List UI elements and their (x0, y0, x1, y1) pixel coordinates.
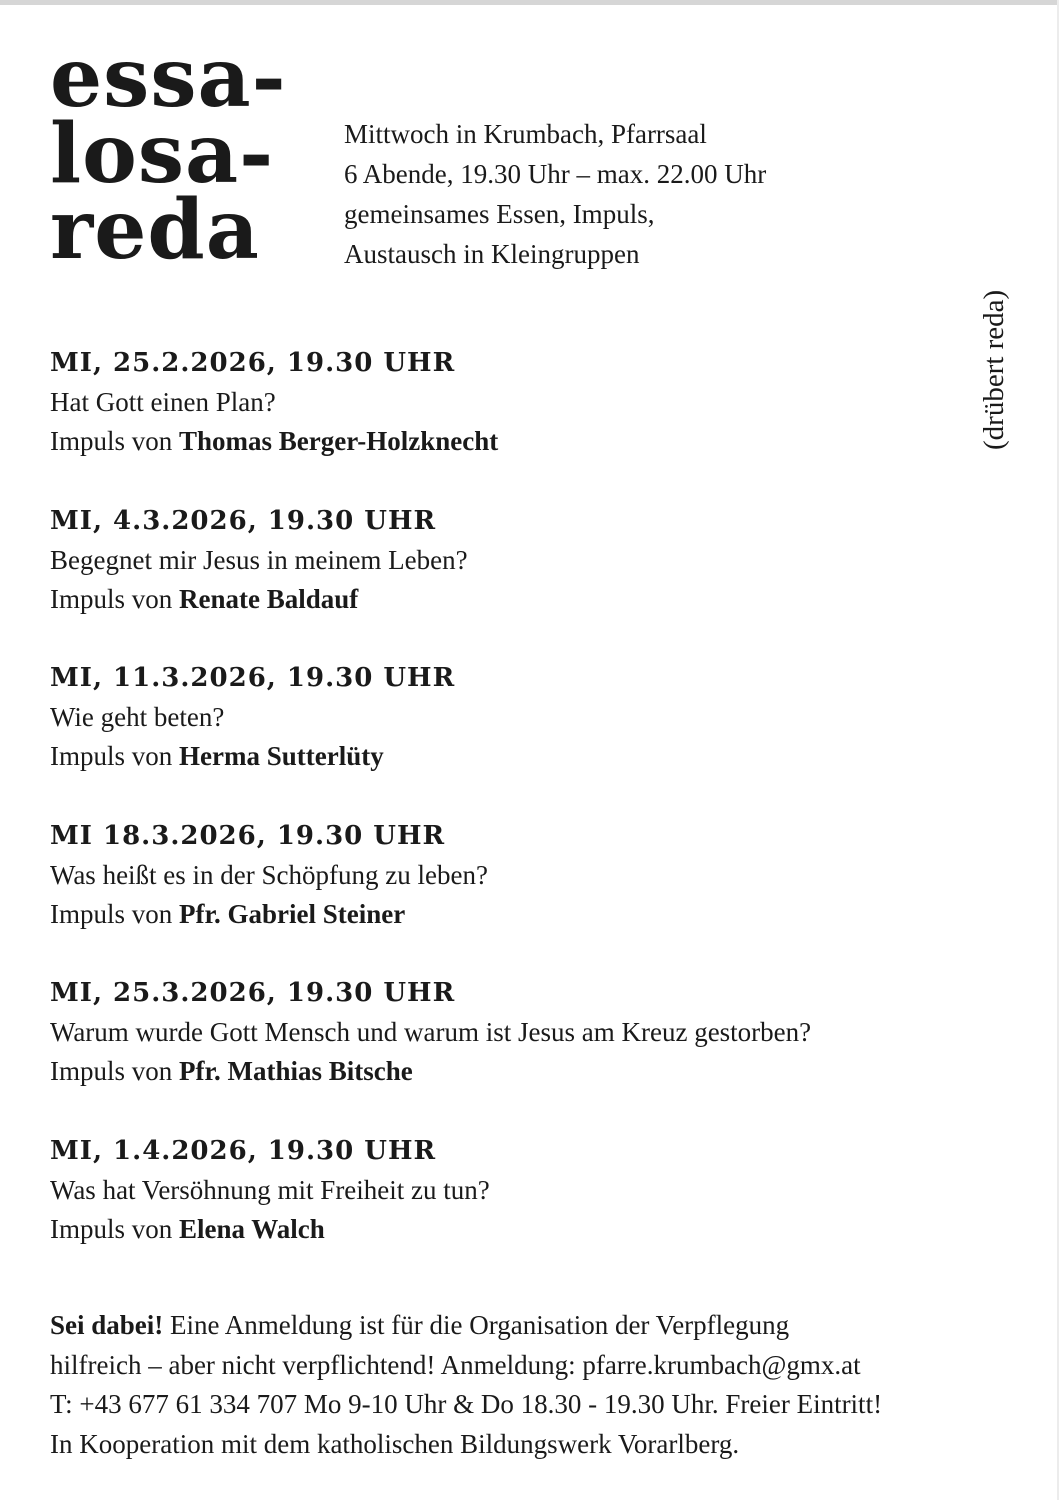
call-to-action: Sei dabei! (50, 1310, 164, 1340)
intro-line: gemeinsames Essen, Impuls, (344, 199, 655, 229)
intro-line: Mittwoch in Krumbach, Pfarrsaal (344, 119, 707, 149)
event-speaker-line (50, 895, 1000, 934)
event-question: Warum wurde Gott Mensch und warum ist Jesus am Kreuz gestorben? (50, 1017, 812, 1047)
event-item (50, 501, 1000, 659)
event-date: MI, 25.3.2026, 19.30 UHR (50, 978, 456, 1008)
logo-title (50, 30, 287, 278)
event-item (50, 1131, 1000, 1289)
footer-text (50, 1306, 1040, 1464)
footer-line: In Kooperation mit dem katholischen Bildungswerk Vorarlberg. (50, 1428, 740, 1459)
event-speaker-line (50, 737, 1000, 776)
event-date: MI, 11.3.2026, 19.30 UHR (50, 663, 456, 693)
event-date: MI, 4.3.2026, 19.30 UHR (50, 505, 437, 536)
event-question: Was hat Versöhnung mit Freiheit zu tun? (50, 1174, 490, 1205)
event-speaker-line (50, 580, 1000, 619)
footer-line: T: +43 677 61 334 707 Mo 9-10 Uhr & Do 18.30 - 19.30 Uhr. Freier Eintritt! (50, 1389, 883, 1419)
event-speaker-line (50, 1052, 1000, 1091)
logo-line: essa- (50, 30, 287, 126)
event-speaker-line (50, 422, 1000, 461)
event-date: MI 18.3.2026, 19.30 UHR (50, 820, 446, 851)
event-speaker-line (50, 1210, 1000, 1249)
event-date: MI, 1.4.2026, 19.30 UHR (50, 1135, 437, 1166)
event-speaker: Pfr. Gabriel Steiner (179, 898, 406, 929)
footer-line-text: Eine Anmeldung ist für die Organisation der Verpflegung (163, 1310, 790, 1340)
event-question: Hat Gott einen Plan? (50, 387, 276, 417)
event-date: MI, 25.2.2026, 19.30 UHR (50, 348, 456, 378)
event-speaker: Renate Baldauf (179, 583, 359, 614)
event-item (50, 973, 1000, 1131)
logo-line: losa- (50, 106, 275, 202)
impuls-prefix: Impuls von (50, 426, 180, 456)
event-question: Was heißt es in der Schöpfung zu leben? (50, 859, 488, 890)
page-top-border (0, 0, 1059, 5)
footer-line (50, 1306, 1040, 1346)
event-question: Begegnet mir Jesus in meinem Leben? (50, 544, 468, 575)
event-item (50, 816, 1000, 974)
event-speaker: Elena Walch (179, 1213, 325, 1244)
intro-text (344, 114, 766, 274)
impuls-prefix: Impuls von (50, 898, 180, 929)
impuls-prefix: Impuls von (50, 741, 180, 771)
event-list (50, 343, 1000, 1288)
event-item (50, 343, 1000, 501)
event-speaker: Pfr. Mathias Bitsche (179, 1056, 413, 1086)
event-question: Wie geht beten? (50, 702, 225, 732)
event-item (50, 658, 1000, 816)
footer-line: hilfreich – aber nicht verpflichtend! Anmeldung: pfarre.krumbach@gmx.at (50, 1349, 861, 1380)
side-label: (drübert reda) (978, 289, 1010, 451)
event-speaker: Thomas Berger-Holzknecht (179, 426, 499, 456)
impuls-prefix: Impuls von (50, 583, 180, 614)
intro-line: 6 Abende, 19.30 Uhr – max. 22.00 Uhr (344, 159, 767, 189)
intro-line: Austausch in Kleingruppen (344, 239, 640, 269)
impuls-prefix: Impuls von (50, 1213, 180, 1244)
impuls-prefix: Impuls von (50, 1056, 180, 1086)
event-speaker: Herma Sutterlüty (179, 741, 384, 771)
logo-line: reda (50, 182, 260, 278)
